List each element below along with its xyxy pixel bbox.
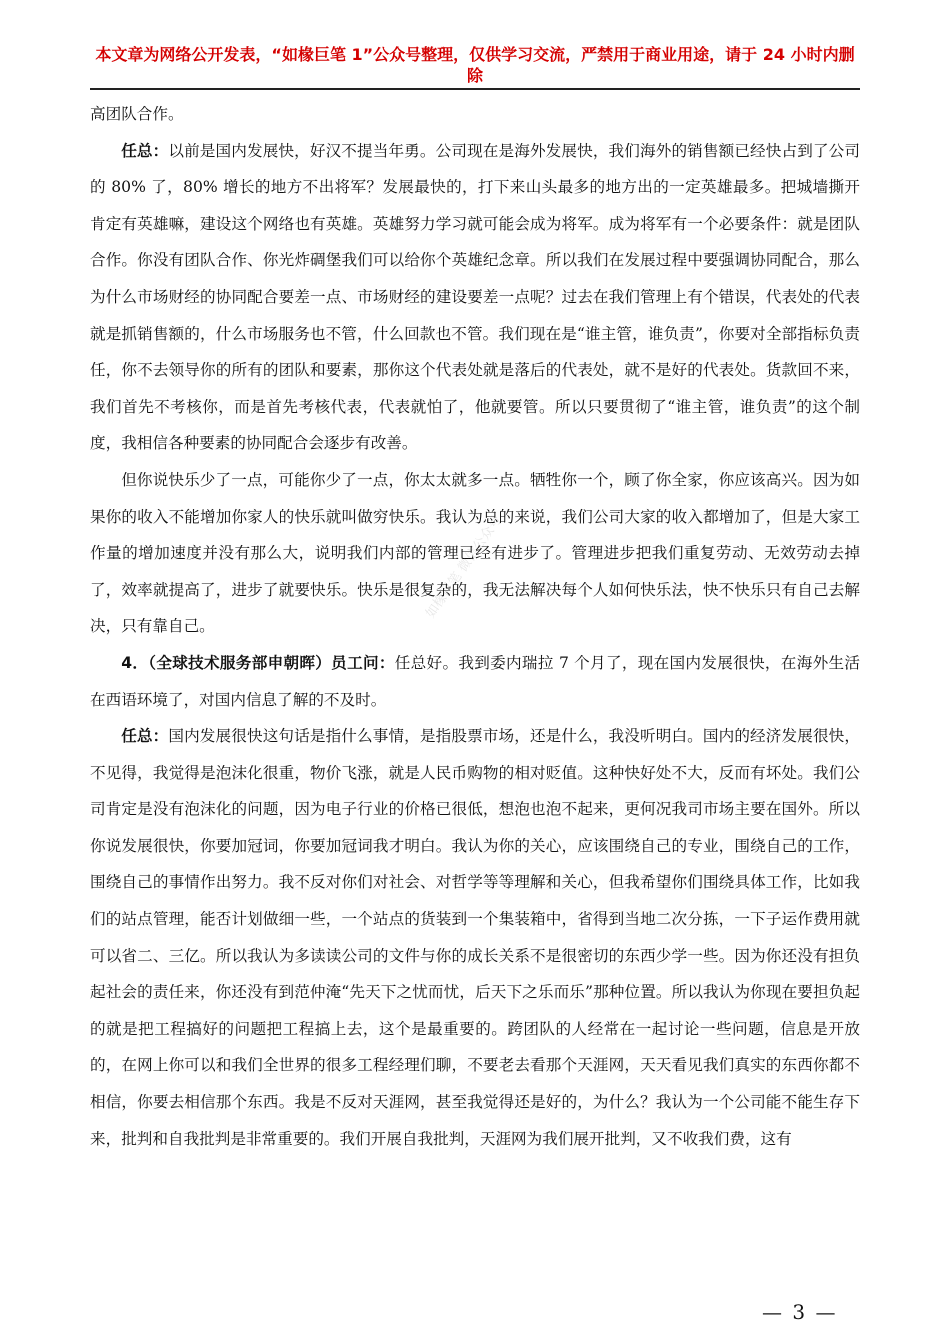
- watermark: 如椽巨笔 微信公众号: [423, 513, 506, 621]
- paragraph-2-text: 以前是国内发展快，好汉不提当年勇。公司现在是海外发展快，我们海外的销售额已经快占到了公司的 80% 了，80% 增长的地方不出将军？发展最快的，打下来山头最多的地方出的一定英雄最多。把城墙撕开肯定有英雄嘛，建设这个网络也有英雄。英雄努力学习就可能会成为将军。成为将军有一个必要条件：就是团队合作。你没有团队合作、你光炸碉堡我们可以给你个英雄纪念章。所以我们在发展过程中要强调协同配合，那么为什么市场财经的协同配合要差一点、市场财经的建设要差一点呢？过去在我们管理上有个错误，代表处的代表就是抓销售额的，什么市场服务也不管，什么回款也不管。我们现在是“谁主管，谁负责”，你要对全部指标负责任，你不去领导你的所有的团队和要素，那你这个代表处就是落后的代表处，就不是好的代表处。货款回不来，我们首先不考核你，而是首先考核代表，代表就怕了，他就要管。所以只要贯彻了“谁主管，谁负责”的这个制度，我相信各种要素的协同配合会逐步有改善。: [90, 141, 860, 453]
- page-number: — 3 —: [762, 1300, 838, 1324]
- paragraph-5: [90, 718, 860, 1157]
- paragraph-1: 高团队合作。: [90, 105, 184, 123]
- copyright-notice-line2: 除: [466, 66, 483, 85]
- paragraph-4: [90, 645, 860, 718]
- paragraph-4-text: 任总好。我到委内瑞拉 7 个月了，现在国内发展很快，在海外生活在西语环境了，对国内信息了解的不及时。: [90, 653, 860, 709]
- article-body: [90, 96, 860, 1157]
- speaker-label: 任总：: [121, 727, 169, 746]
- paragraph-5-text: 国内发展很快这句话是指什么事情，是指股票市场，还是什么，我没听明白。国内的经济发展很快，不见得，我觉得是泡沫化很重，物价飞涨，就是人民币购物的相对贬值。这种快好处不大，反而有坏处。我们公司肯定是没有泡沫化的问题，因为电子行业的价格已很低，想泡也泡不起来，更何况我司市场主要在国外。所以你说发展很快，你要加冠词，你要加冠词我才明白。我认为你的关心，应该围绕自己的专业，围绕自己的工作，围绕自己的事情作出努力。我不反对你们对社会、对哲学等等理解和关心，但我希望你们围绕具体工作，比如我们的站点管理，能否计划做细一些，一个站点的货装到一个集装箱中，省得到当地二次分拣，一下子运作费用就可以省二、三亿。所以我认为多读读公司的文件与你的成长关系不是很密切的东西少学一些。因为你还没有担负起社会的责任来，你还没有到范仲淹“先天下之忧而忧，后天下之乐而乐”那种位置。所以我认为你现在要担负起的就是把工程搞好的问题把工程搞上去，这个是最重要的。跨团队的人经常在一起讨论一些问题，信息是开放的，在网上你可以和我们全世界的很多工程经理们聊，不要老去看那个天涯网，天天看见我们真实的东西你都不相信，你要去相信那个东西。我是不反对天涯网，甚至我觉得还是好的，为什么？我认为一个公司能不能生存下来，批判和自我批判是非常重要的。我们开展自我批判，天涯网为我们展开批判，又不收我们费，这有: [90, 727, 860, 1148]
- copyright-notice: [90, 44, 860, 86]
- speaker-label: 任总：: [121, 141, 169, 160]
- question-label: 4．（全球技术服务部申朝晖）员工问：: [121, 653, 395, 672]
- paragraph-2: [90, 133, 860, 462]
- paragraph-3: 但你说快乐少了一点，可能你少了一点，你太太就多一点。牺牲你一个，顾了你全家，你应该高兴。因为如果你的收入不能增加你家人的快乐就叫做穷快乐。我认为总的来说，我们公司大家的收入都增加了，但是大家工作量的增加速度并没有那么大，说明我们内部的管理已经有进步了。管理进步把我们重复劳动、无效劳动去掉了，效率就提高了，进步了就要快乐。快乐是很复杂的，我无法解决每个人如何快乐法，快不快乐只有自己去解决，只有靠自己。: [90, 470, 860, 636]
- header-divider: [90, 88, 860, 90]
- copyright-notice-line1: 本文章为网络公开发表，“如椽巨笔 1”公众号整理，仅供学习交流，严禁用于商业用途，请于 24 小时内删: [95, 45, 855, 64]
